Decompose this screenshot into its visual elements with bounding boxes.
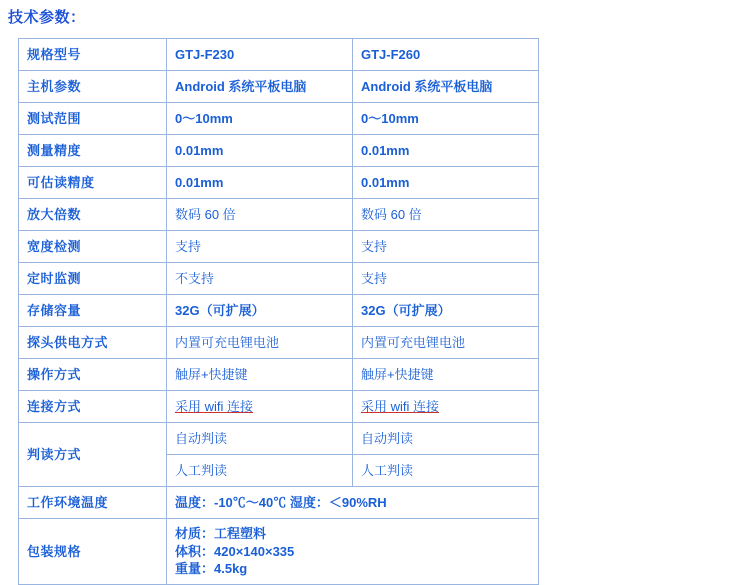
row-value-a: 触屏+快捷键 [167, 359, 353, 391]
row-value-b: 人工判读 [353, 455, 539, 487]
row-value-b: 支持 [353, 231, 539, 263]
row-value-b: GTJ-F260 [353, 39, 539, 71]
row-label: 存储容量 [19, 295, 167, 327]
packaging-volume: 体积：420×140×335 [175, 543, 295, 559]
table-row [19, 295, 539, 327]
row-value-b: 0～10mm [353, 103, 539, 135]
row-label: 宽度检测 [19, 231, 167, 263]
row-label: 定时监测 [19, 263, 167, 295]
row-value-b: 触屏+快捷键 [353, 359, 539, 391]
row-value-a: 32G（可扩展） [167, 295, 353, 327]
table-row [19, 359, 539, 391]
row-value-a: 数码 60 倍 [167, 199, 353, 231]
row-value-a: 自动判读 [167, 423, 353, 455]
technical-spec-table [18, 38, 539, 585]
row-value-b: 32G（可扩展） [353, 295, 539, 327]
row-value-a: Android 系统平板电脑 [167, 71, 353, 103]
row-value-b: 数码 60 倍 [353, 199, 539, 231]
row-value-a: 内置可充电锂电池 [167, 327, 353, 359]
table-row [19, 135, 539, 167]
table-row [19, 263, 539, 295]
row-value-a: 0.01mm [167, 135, 353, 167]
table-row [19, 391, 539, 423]
row-value-a: 0.01mm [167, 167, 353, 199]
row-value-b: 自动判读 [353, 423, 539, 455]
row-value-span-multiline [167, 519, 539, 585]
row-label: 探头供电方式 [19, 327, 167, 359]
table-row [19, 423, 539, 455]
row-value-a: 人工判读 [167, 455, 353, 487]
table-row [19, 487, 539, 519]
table-row [19, 231, 539, 263]
row-value-b: 0.01mm [353, 135, 539, 167]
table-row [19, 167, 539, 199]
row-label: 操作方式 [19, 359, 167, 391]
row-value-b: 采用 wifi 连接 [353, 391, 539, 423]
row-label: 工作环境温度 [19, 487, 167, 519]
table-row [19, 39, 539, 71]
row-label: 测试范围 [19, 103, 167, 135]
row-label: 规格型号 [19, 39, 167, 71]
row-value-a: 支持 [167, 231, 353, 263]
row-label: 放大倍数 [19, 199, 167, 231]
row-label: 测量精度 [19, 135, 167, 167]
row-value-b: 0.01mm [353, 167, 539, 199]
table-row [19, 199, 539, 231]
table-row [19, 71, 539, 103]
row-value-a: 不支持 [167, 263, 353, 295]
row-value-a: 采用 wifi 连接 [167, 391, 353, 423]
page-title: 技术参数： [8, 9, 86, 26]
row-value-a: GTJ-F230 [167, 39, 353, 71]
row-value-b: 支持 [353, 263, 539, 295]
row-label: 判读方式 [19, 423, 167, 487]
table-row [19, 519, 539, 585]
row-value-b: 内置可充电锂电池 [353, 327, 539, 359]
row-label: 连接方式 [19, 391, 167, 423]
row-value-span: 温度：-10℃～40℃ 湿度：＜90%RH [167, 487, 539, 519]
row-value-b: Android 系统平板电脑 [353, 71, 539, 103]
table-row [19, 327, 539, 359]
row-label: 可估读精度 [19, 167, 167, 199]
table-row [19, 103, 539, 135]
packaging-material: 材质：工程塑料 [175, 526, 267, 541]
row-label: 包装规格 [19, 519, 167, 585]
row-label: 主机参数 [19, 71, 167, 103]
row-value-a: 0～10mm [167, 103, 353, 135]
packaging-weight: 重量：4.5kg [175, 561, 248, 577]
